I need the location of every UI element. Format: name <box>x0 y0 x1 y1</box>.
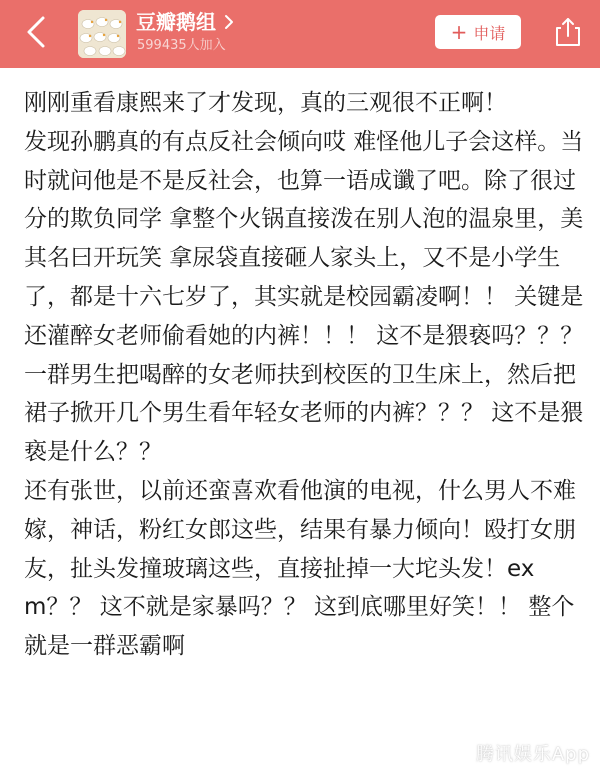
geese-avatar-icon <box>78 10 126 58</box>
group-avatar[interactable] <box>78 10 126 58</box>
post-paragraph: 还有张世，以前还蛮喜欢看他演的电视，什么男人不难嫁，神话，粉红女郎这些，结果有暴力倾向！殴打女朋友，扯头发撞玻璃这些，直接扯掉一大坨头发！exm？？ 这不就是家暴吗？？ 这到底哪里好笑！！ 整个就是一群恶霸啊 <box>24 477 576 660</box>
post-body <box>24 84 591 666</box>
watermark-text: 腾讯娱乐App <box>475 744 590 765</box>
chevron-left-icon <box>25 15 47 49</box>
group-name-link[interactable] <box>136 9 234 35</box>
back-button[interactable] <box>16 12 56 52</box>
post-paragraph: 发现孙鹏真的有点反社会倾向哎 难怪他儿子会这样。当时就问他是不是反社会，也算一语成谶了吧。除了很过分的欺负同学 拿整个火锅直接泼在别人泡的温泉里，美其名曰开玩笑 拿尿袋直接砸人家头上，又不是小学生了，都是十六七岁了，其实就是校园霸凌啊！！ 关键是 还灌醉女老师偷看她的内裤！！！ 这不是猥亵吗？？？ 一群男生把喝醉的女老师扶到校医的卫生床上，然后把裙子掀开几个男生看年轻女老师的内裤？？？ 这不是猥亵是什么？？ <box>24 128 591 466</box>
share-button[interactable] <box>550 14 586 50</box>
penguin-logo-icon <box>452 742 472 764</box>
join-request-label: 申请 <box>473 23 506 43</box>
group-header <box>0 0 600 68</box>
join-request-button[interactable] <box>435 15 521 49</box>
group-name: 豆瓣鹅组 <box>136 10 216 34</box>
chevron-right-icon <box>224 14 234 30</box>
watermark <box>452 739 590 767</box>
share-icon <box>555 17 581 47</box>
plus-icon: + <box>450 20 468 44</box>
post-paragraph: 刚刚重看康熙来了才发现，真的三观很不正啊！ <box>24 90 507 116</box>
member-count: 599435人加入 <box>137 38 226 53</box>
